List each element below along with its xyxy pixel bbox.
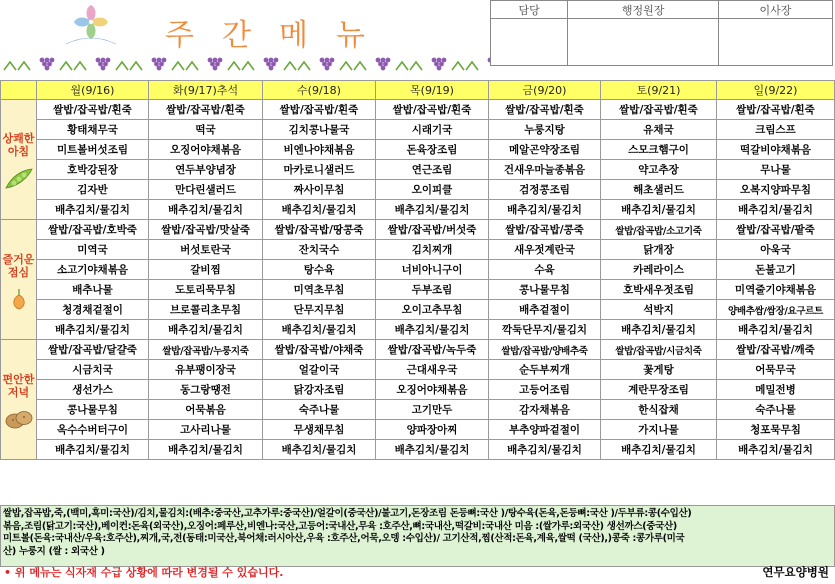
- approval-stamp-staff: [491, 19, 568, 66]
- menu-item-sat: 배추김치/물김치: [601, 200, 717, 220]
- menu-item-fri: 수육: [489, 260, 601, 280]
- approval-label-chairman: 이사장: [718, 1, 832, 19]
- menu-item-mon: 청경채겉절이: [37, 300, 149, 320]
- menu-item-tue: 버섯토란국: [149, 240, 263, 260]
- menu-item-mon: 소고기야채볶음: [37, 260, 149, 280]
- menu-item-mon: 옥수수버터구이: [37, 420, 149, 440]
- menu-item-fri: 배추김치/물김치: [489, 200, 601, 220]
- menu-change-notice: • 위 메뉴는 식자재 수급 상황에 따라 변경될 수 있습니다.: [4, 566, 284, 579]
- menu-item-wed: 숙주나물: [263, 400, 376, 420]
- menu-item-mon: 황태채무국: [37, 120, 149, 140]
- menu-item-sun: 무나물: [717, 160, 835, 180]
- menu-item-sat: 스모크햄구이: [601, 140, 717, 160]
- peapod-icon: [4, 166, 34, 192]
- menu-row: [1, 420, 835, 440]
- menu-item-fri: 쌀밥/잡곡밥/흰죽: [489, 100, 601, 120]
- menu-item-sat: 쌀밥/잡곡밥/시금치죽: [601, 340, 717, 360]
- menu-item-mon: 쌀밥/잡곡밥/달걀죽: [37, 340, 149, 360]
- menu-item-mon: 생선가스: [37, 380, 149, 400]
- menu-item-fri: 쌀밥/잡곡밥/콩죽: [489, 220, 601, 240]
- origin-line: 쌀밥,잡곡밥,죽,(백미,흑미:국산)/김치,물김치:(배추:중국산,고추가루:중국산)/얼갈이(중국산)/불고기,돈장조림 돈등뼈:국산 )/탕수육(돈육,돈등뼈:국산 )/두부류:콩(수입산): [3, 508, 692, 519]
- menu-row: [1, 440, 835, 460]
- menu-item-sun: 배추김치/물김치: [717, 320, 835, 340]
- menu-item-fri: 콩나물무침: [489, 280, 601, 300]
- approval-stamp-chairman: [718, 19, 832, 66]
- menu-item-tue: 쌀밥/잡곡밥/누룽지죽: [149, 340, 263, 360]
- menu-item-thu: 배추김치/물김치: [376, 320, 489, 340]
- menu-item-sun: 숙주나물: [717, 400, 835, 420]
- meal-name: 즐거운 점심: [2, 252, 35, 279]
- menu-item-sun: 쌀밥/잡곡밥/흰죽: [717, 100, 835, 120]
- menu-item-mon: 쌀밥/잡곡밥/호박죽: [37, 220, 149, 240]
- menu-item-wed: 배추김치/물김치: [263, 320, 376, 340]
- menu-item-fri: 건새우마늘종볶음: [489, 160, 601, 180]
- approval-label-staff: 담당: [491, 1, 568, 19]
- menu-item-sun: 돈불고기: [717, 260, 835, 280]
- menu-item-thu: 오징어야채볶음: [376, 380, 489, 400]
- menu-item-mon: 배추김치/물김치: [37, 200, 149, 220]
- menu-item-sun: 배추김치/물김치: [717, 440, 835, 460]
- menu-item-sun: 떡갈비야채볶음: [717, 140, 835, 160]
- menu-item-thu: 김치찌개: [376, 240, 489, 260]
- menu-item-thu: 두부조림: [376, 280, 489, 300]
- menu-item-sun: 양배추쌈/쌈장/요구르트: [717, 300, 835, 320]
- menu-item-fri: 배추김치/물김치: [489, 440, 601, 460]
- menu-item-mon: 콩나물무침: [37, 400, 149, 420]
- day-header-mon: 월(9/16): [37, 81, 149, 100]
- menu-item-sat: 배추김치/물김치: [601, 320, 717, 340]
- menu-item-fri: 고등어조림: [489, 380, 601, 400]
- menu-item-wed: 쌀밥/잡곡밥/흰죽: [263, 100, 376, 120]
- menu-row: [1, 360, 835, 380]
- onion-icon: [9, 287, 29, 311]
- menu-item-sat: 쌀밥/잡곡밥/소고기죽: [601, 220, 717, 240]
- menu-item-thu: 배추김치/물김치: [376, 200, 489, 220]
- menu-item-mon: 미역국: [37, 240, 149, 260]
- menu-item-tue: 갈비찜: [149, 260, 263, 280]
- menu-item-fri: 새우젓계란국: [489, 240, 601, 260]
- day-header-wed: 수(9/18): [263, 81, 376, 100]
- menu-item-fri: 배추겉절이: [489, 300, 601, 320]
- day-header-fri: 금(9/20): [489, 81, 601, 100]
- menu-item-sat: 석박지: [601, 300, 717, 320]
- menu-item-thu: 근대새우국: [376, 360, 489, 380]
- menu-item-thu: 너비아니구이: [376, 260, 489, 280]
- menu-item-tue: 유부팽이장국: [149, 360, 263, 380]
- menu-item-sun: 아욱국: [717, 240, 835, 260]
- menu-item-tue: 배추김치/물김치: [149, 440, 263, 460]
- menu-item-sun: 오복지양파무침: [717, 180, 835, 200]
- menu-item-tue: 고사리나물: [149, 420, 263, 440]
- menu-item-wed: 배추김치/물김치: [263, 440, 376, 460]
- menu-item-fri: 감자채볶음: [489, 400, 601, 420]
- menu-row: [1, 120, 835, 140]
- menu-item-tue: 연두부양념장: [149, 160, 263, 180]
- menu-item-mon: 배추김치/물김치: [37, 440, 149, 460]
- origin-line: 산) 누룽지 (쌀 : 외국산 ): [3, 545, 105, 557]
- menu-row: [1, 380, 835, 400]
- menu-item-tue: 만다린샐러드: [149, 180, 263, 200]
- menu-item-sun: 쌀밥/잡곡밥/팥죽: [717, 220, 835, 240]
- menu-item-fri: 검정콩조림: [489, 180, 601, 200]
- approval-box: [490, 0, 833, 66]
- meal-name: 상쾌한 아침: [2, 131, 35, 158]
- potato-icon: [4, 407, 34, 431]
- menu-item-sun: 크림스프: [717, 120, 835, 140]
- menu-row: [1, 320, 835, 340]
- menu-item-sun: 메밀전병: [717, 380, 835, 400]
- origin-info-box: [0, 505, 835, 567]
- menu-item-thu: 오이고추무침: [376, 300, 489, 320]
- menu-item-sat: 한식잡채: [601, 400, 717, 420]
- header-corner: [1, 81, 37, 100]
- menu-item-sat: 가지나물: [601, 420, 717, 440]
- page-header: [0, 0, 835, 80]
- menu-item-wed: 쌀밥/잡곡밥/땅콩죽: [263, 220, 376, 240]
- approval-stamp-director: [568, 19, 719, 66]
- menu-item-thu: 시래기국: [376, 120, 489, 140]
- menu-row: [1, 100, 835, 120]
- menu-item-thu: 쌀밥/잡곡밥/녹두죽: [376, 340, 489, 360]
- menu-item-wed: 탕수육: [263, 260, 376, 280]
- approval-label-director: 행정원장: [568, 1, 719, 19]
- menu-item-wed: 무생채무침: [263, 420, 376, 440]
- menu-row: [1, 240, 835, 260]
- menu-row: [1, 340, 835, 360]
- day-header-thu: 목(9/19): [376, 81, 489, 100]
- menu-item-sat: 카레라이스: [601, 260, 717, 280]
- day-header-tue: 화(9/17)추석: [149, 81, 263, 100]
- menu-item-sat: 호박새우젓조림: [601, 280, 717, 300]
- menu-item-tue: 쌀밥/잡곡밥/맛살죽: [149, 220, 263, 240]
- menu-item-tue: 떡국: [149, 120, 263, 140]
- menu-row: [1, 300, 835, 320]
- menu-item-sat: 쌀밥/잡곡밥/흰죽: [601, 100, 717, 120]
- menu-item-mon: 배추김치/물김치: [37, 320, 149, 340]
- day-header-row: [1, 81, 835, 100]
- menu-item-sun: 어묵무국: [717, 360, 835, 380]
- menu-row: [1, 200, 835, 220]
- menu-item-tue: 브로콜리초무침: [149, 300, 263, 320]
- menu-item-sat: 약고추장: [601, 160, 717, 180]
- menu-item-mon: 배추나물: [37, 280, 149, 300]
- menu-item-thu: 고기만두: [376, 400, 489, 420]
- menu-item-wed: 마카로니샐러드: [263, 160, 376, 180]
- weekly-menu-table: [0, 80, 835, 460]
- menu-item-tue: 배추김치/물김치: [149, 200, 263, 220]
- menu-item-fri: 쌀밥/잡곡밥/양배추죽: [489, 340, 601, 360]
- menu-item-wed: 김치콩나물국: [263, 120, 376, 140]
- menu-item-fri: 순두부찌개: [489, 360, 601, 380]
- menu-item-tue: 동그랑땡전: [149, 380, 263, 400]
- menu-item-fri: 메알곤약장조림: [489, 140, 601, 160]
- menu-item-sat: 유채국: [601, 120, 717, 140]
- page-title: 주간메뉴: [165, 18, 393, 53]
- menu-item-mon: 김자반: [37, 180, 149, 200]
- menu-item-sun: 미역줄기야채볶음: [717, 280, 835, 300]
- menu-item-tue: 배추김치/물김치: [149, 320, 263, 340]
- hospital-name: 연무요양병원: [762, 565, 829, 579]
- menu-item-sat: 꽃게탕: [601, 360, 717, 380]
- menu-item-thu: 연근조림: [376, 160, 489, 180]
- menu-item-wed: 닭강자조림: [263, 380, 376, 400]
- menu-item-thu: 오이피클: [376, 180, 489, 200]
- origin-line: 미트볼(돈육:국내산/우육:호주산),찌개,국,전(동태:미국산,북어채:러시아산,우육 :호주산,어묵,오뎅 :수입산)/ 고기산적,찜(산적:돈육,계육,쌀떡 (국산),)콩죽 :콩가루(미국: [3, 533, 685, 544]
- menu-item-sat: 배추김치/물김치: [601, 440, 717, 460]
- menu-item-mon: 호박강된장: [37, 160, 149, 180]
- menu-item-thu: 쌀밥/잡곡밥/흰죽: [376, 100, 489, 120]
- menu-item-sat: 계란무장조림: [601, 380, 717, 400]
- grape-decoration: [0, 54, 490, 76]
- meal-label: [1, 220, 37, 340]
- menu-item-wed: 잔치국수: [263, 240, 376, 260]
- meal-label: [1, 100, 37, 220]
- menu-row: [1, 260, 835, 280]
- menu-item-thu: 돈육장조림: [376, 140, 489, 160]
- menu-item-sun: 청포묵무침: [717, 420, 835, 440]
- menu-item-wed: 짜사이무침: [263, 180, 376, 200]
- menu-item-fri: 누룽지탕: [489, 120, 601, 140]
- menu-item-thu: 배추김치/물김치: [376, 440, 489, 460]
- menu-item-wed: 쌀밥/잡곡밥/야채죽: [263, 340, 376, 360]
- menu-item-wed: 배추김치/물김치: [263, 200, 376, 220]
- day-header-sat: 토(9/21): [601, 81, 717, 100]
- menu-row: [1, 400, 835, 420]
- menu-row: [1, 140, 835, 160]
- menu-item-wed: 미역초무침: [263, 280, 376, 300]
- menu-item-wed: 얼갈이국: [263, 360, 376, 380]
- menu-item-thu: 쌀밥/잡곡밥/버섯죽: [376, 220, 489, 240]
- menu-item-wed: 단무지무침: [263, 300, 376, 320]
- meal-label: [1, 340, 37, 460]
- menu-item-mon: 시금치국: [37, 360, 149, 380]
- menu-row: [1, 280, 835, 300]
- menu-item-sun: 쌀밥/잡곡밥/깨죽: [717, 340, 835, 360]
- menu-row: [1, 180, 835, 200]
- menu-item-fri: 깍둑단무지/물김치: [489, 320, 601, 340]
- meal-name: 편안한 저녁: [2, 372, 35, 399]
- menu-item-thu: 양파장아찌: [376, 420, 489, 440]
- origin-line: 볶음,조림(닭고기:국산),베이컨:돈육(외국산),오징어:페루산,비엔나:국산,고등어:국내산,무육 :호주산,뼈:국내산,떡갈비:국내산 미음 :(쌀가루:외국산) 생선까스(중국산): [3, 520, 677, 532]
- menu-item-mon: 미트볼버섯조림: [37, 140, 149, 160]
- menu-item-tue: 쌀밥/잡곡밥/흰죽: [149, 100, 263, 120]
- hospital-logo: [60, 2, 122, 52]
- menu-item-sat: 해초샐러드: [601, 180, 717, 200]
- menu-item-wed: 비엔나야채볶음: [263, 140, 376, 160]
- menu-item-sat: 닭개장: [601, 240, 717, 260]
- page-footer: [0, 562, 835, 582]
- menu-item-fri: 부추양파겉절이: [489, 420, 601, 440]
- menu-item-mon: 쌀밥/잡곡밥/흰죽: [37, 100, 149, 120]
- menu-item-tue: 어묵볶음: [149, 400, 263, 420]
- menu-row: [1, 220, 835, 240]
- menu-row: [1, 160, 835, 180]
- menu-item-tue: 도토리묵무침: [149, 280, 263, 300]
- day-header-sun: 일(9/22): [717, 81, 835, 100]
- menu-item-sun: 배추김치/물김치: [717, 200, 835, 220]
- menu-item-tue: 오징어야채볶음: [149, 140, 263, 160]
